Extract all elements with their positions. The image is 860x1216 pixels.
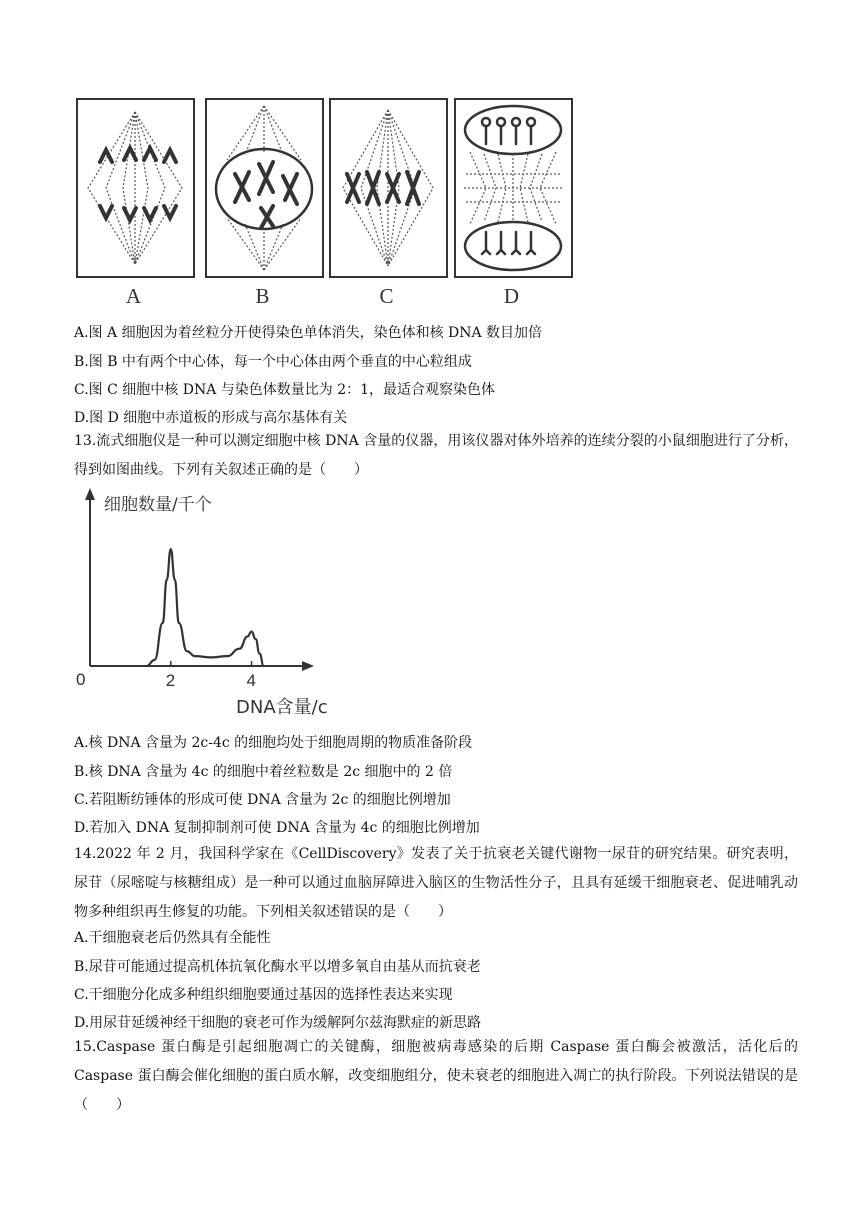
distribution-curve	[147, 549, 264, 666]
panel-a	[76, 98, 195, 278]
y-axis-arrow	[85, 488, 95, 500]
x-tick-label: 2	[165, 671, 176, 690]
panel-a-label: A	[125, 284, 142, 308]
panel-c-label: C	[379, 284, 394, 308]
q13-option-c: C.若阻断纺锤体的形成可使 DNA 含量为 2c 的细胞比例增加	[74, 792, 451, 808]
x-axis-arrow	[302, 661, 314, 671]
q13-option-b: B.核 DNA 含量为 4c 的细胞中着丝粒数是 2c 细胞中的 2 倍	[74, 764, 453, 780]
panel-d-label: D	[503, 284, 520, 308]
dna-content-chart	[70, 480, 370, 720]
chart-svg	[70, 480, 370, 720]
q14-stem: 14.2022 年 2 月，我国科学家在《CellDiscovery》发表了关于抗衰老关键代谢物一尿苷的研究结果。研究表明，尿苷（尿嘧啶与核糖组成）是一种可以通过血脑屏障进入脑区的生物活性分子，且具有延缓干细胞衰老、促进哺乳动物多种组织再生修复的功能。下列相关叙述错误的是（ ）	[74, 846, 798, 920]
panel-c	[329, 98, 448, 278]
panel-d	[454, 98, 573, 278]
panel-b-drawing	[207, 100, 322, 276]
q14-option-d: D.用尿苷延缓神经干细胞的衰老可作为缓解阿尔兹海默症的新思路	[74, 1015, 482, 1031]
y-axis-label: 细胞数量/千个	[104, 495, 212, 515]
x-axis-label: DNA含量/c	[236, 697, 328, 718]
panel-c-drawing	[331, 100, 446, 276]
panel-d-drawing	[456, 100, 571, 276]
x-tick-label: 4	[246, 671, 257, 690]
q13-option-a: A.核 DNA 含量为 2c-4c 的细胞均处于细胞周期的物质准备阶段	[74, 735, 473, 751]
q15-stem: 15.Caspase 蛋白酶是引起细胞凋亡的关键酶，细胞被病毒感染的后期 Caspase 蛋白酶会被激活，活化后的 Caspase 蛋白酶会催化细胞的蛋白质水解，改变细胞组分，使未衰老的细胞进入凋亡的执行阶段。下列说法错误的是（ ）	[74, 1039, 798, 1113]
q12-option-d: D.图 D 细胞中赤道板的形成与高尔基体有关	[74, 410, 348, 426]
q12-option-c: C.图 C 细胞中核 DNA 与染色体数量比为 2：1，最适合观察染色体	[74, 382, 496, 398]
panel-b-label: B	[255, 284, 270, 308]
q12-option-a: A.图 A 细胞因为着丝粒分开使得染色单体消失，染色体和核 DNA 数目加倍	[74, 325, 543, 341]
q13-option-d: D.若加入 DNA 复制抑制剂可使 DNA 含量为 4c 的细胞比例增加	[74, 820, 480, 836]
panel-a-drawing	[78, 100, 193, 276]
origin-label: 0	[76, 670, 86, 689]
q13-stem: 13.流式细胞仪是一种可以测定细胞中核 DNA 含量的仪器，用该仪器对体外培养的连续分裂的小鼠细胞进行了分析，得到如图曲线。下列有关叙述正确的是（ ）	[74, 433, 798, 478]
q14-option-b: B.尿苷可能通过提高机体抗氧化酶水平以增多氧自由基从而抗衰老	[74, 959, 481, 975]
q12-option-b: B.图 B 中有两个中心体，每一个中心体由两个垂直的中心粒组成	[74, 354, 472, 370]
cell-division-figure	[76, 98, 796, 313]
panel-b	[205, 98, 324, 278]
q14-option-c: C.干细胞分化成多种组织细胞要通过基因的选择性表达来实现	[74, 987, 453, 1003]
q14-option-a: A.干细胞衰老后仍然具有全能性	[74, 930, 271, 946]
